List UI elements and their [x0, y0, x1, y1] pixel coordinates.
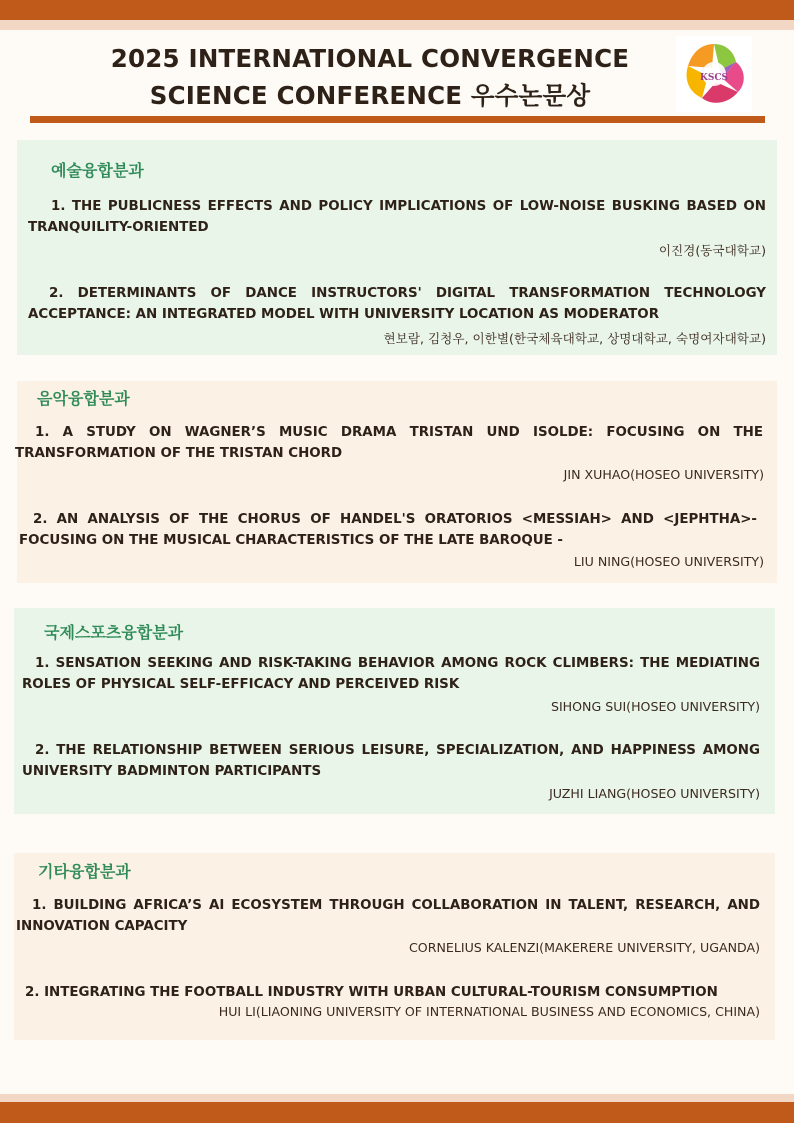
- section-title: 예술융합분과: [51, 161, 144, 180]
- section-music-convergence: [17, 381, 777, 583]
- paper-author: JIN XUHAO(HOSEO UNIVERSITY): [563, 467, 764, 482]
- paper-title: 2. AN ANALYSIS OF THE CHORUS OF HANDEL'S ORATORIOS <MESSIAH> AND <JEPHTHA>- FOCUSING ON THE MUSICAL CHARACTERISTICS OF THE LATE BAROQUE -: [19, 512, 757, 548]
- paper-author: 이진경(동국대학교): [658, 243, 766, 258]
- section-title: 국제스포츠융합분과: [44, 623, 184, 642]
- paper-title: 2. INTEGRATING THE FOOTBALL INDUSTRY WITH URBAN CULTURAL-TOURISM CONSUMPTION: [25, 985, 718, 1000]
- paper-title: 1. A STUDY ON WAGNER’S MUSIC DRAMA TRISTAN UND ISOLDE: FOCUSING ON THE TRANSFORMATION OF THE TRISTAN CHORD: [15, 425, 763, 461]
- top-border-bar: [0, 0, 794, 20]
- section-title: 음악융합분과: [37, 389, 130, 408]
- paper-title: 1. BUILDING AFRICA’S AI ECOSYSTEM THROUGH COLLABORATION IN TALENT, RESEARCH, AND INNOVATION CAPACITY: [16, 898, 760, 934]
- section-title: 기타융합분과: [38, 862, 131, 881]
- top-border-accent: [0, 20, 794, 30]
- paper-author: SIHONG SUI(HOSEO UNIVERSITY): [550, 699, 760, 714]
- bottom-border-bar: [0, 1102, 794, 1123]
- page-title-line-2: SCIENCE CONFERENCE 우수논문상: [149, 81, 591, 110]
- title-underline: [30, 116, 765, 123]
- paper-author: 현보람, 김청우, 이한별(한국체육대학교, 상명대학교, 숙명여자대학교): [383, 331, 766, 346]
- paper-author: LIU NING(HOSEO UNIVERSITY): [573, 554, 764, 569]
- page-title: [90, 40, 650, 114]
- paper-title: 2. THE RELATIONSHIP BETWEEN SERIOUS LEISURE, SPECIALIZATION, AND HAPPINESS AMONG UNIVERSITY BADMINTON PARTICIPANTS: [22, 743, 760, 779]
- paper-author: JUZHI LIANG(HOSEO UNIVERSITY): [549, 786, 760, 801]
- section-international-sports-convergence: [14, 608, 775, 814]
- paper-author: HUI LI(LIAONING UNIVERSITY OF INTERNATIONAL BUSINESS AND ECONOMICS, CHINA): [218, 1004, 760, 1019]
- page-title-line-1: 2025 INTERNATIONAL CONVERGENCE: [110, 44, 630, 73]
- section-other-convergence: [14, 853, 775, 1040]
- section-art-convergence: [17, 140, 777, 355]
- logo-text: KSCS: [700, 73, 728, 83]
- paper-title: 1. THE PUBLICNESS EFFECTS AND POLICY IMPLICATIONS OF LOW-NOISE BUSKING BASED ON TRANQUILITY-ORIENTED: [28, 199, 766, 235]
- kscs-logo: [676, 36, 752, 112]
- bottom-border-accent: [0, 1094, 794, 1102]
- paper-title: 2. DETERMINANTS OF DANCE INSTRUCTORS' DIGITAL TRANSFORMATION TECHNOLOGY ACCEPTANCE: AN INTEGRATED MODEL WITH UNIVERSITY LOCATION AS MODERATOR: [28, 286, 766, 322]
- paper-title: 1. SENSATION SEEKING AND RISK-TAKING BEHAVIOR AMONG ROCK CLIMBERS: THE MEDIATING ROLES OF PHYSICAL SELF-EFFICACY AND PERCEIVED RISK: [22, 656, 760, 692]
- paper-author: CORNELIUS KALENZI(MAKERERE UNIVERSITY, UGANDA): [409, 940, 760, 955]
